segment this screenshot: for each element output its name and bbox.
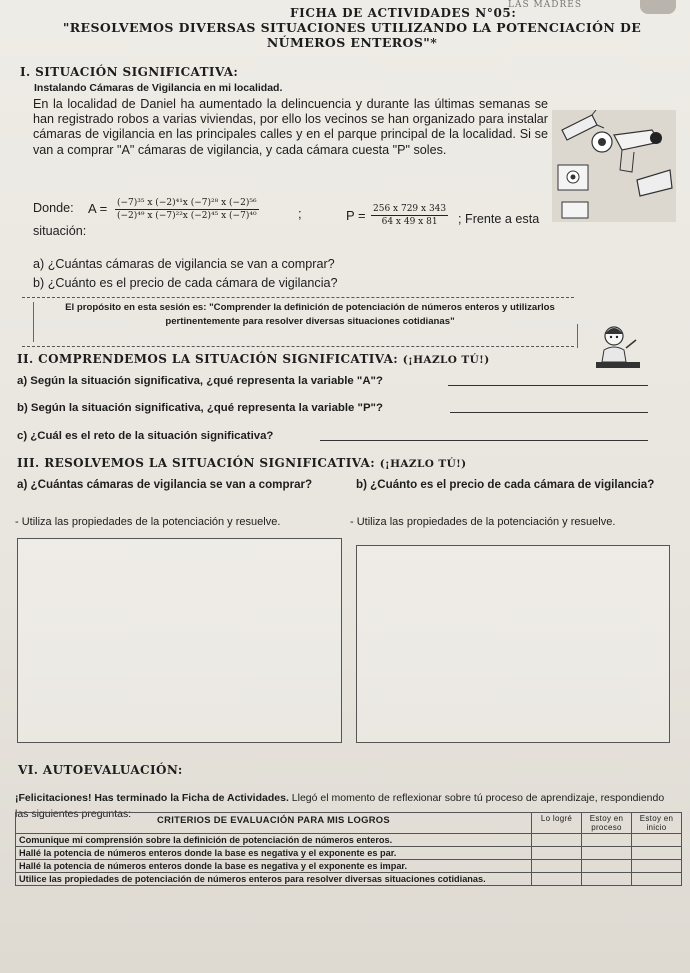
table-row	[16, 860, 682, 873]
resolve-question-a: a) ¿Cuántas cámaras de vigilancia se van a comprar?	[17, 478, 313, 491]
table-header-row	[16, 813, 682, 834]
proceso-header: Estoy en proceso	[582, 813, 632, 834]
self-evaluation-table	[15, 812, 682, 886]
comprehension-question-c: c) ¿Cuál es el reto de la situación significativa?	[17, 430, 274, 442]
check-cell-logre[interactable]	[532, 873, 582, 886]
question-a: a) ¿Cuántas cámaras de vigilancia se van a comprar?	[33, 257, 335, 271]
formula-a-separator: ;	[298, 206, 302, 221]
purpose-box	[22, 297, 574, 347]
criteria-cell: Hallé la potencia de números enteros donde la base es negativa y el exponente es par.	[16, 847, 532, 860]
donde-label: Donde:	[33, 201, 74, 215]
case-title: Instalando Cámaras de Vigilancia en mi localidad.	[34, 82, 283, 94]
situacion-label: situación:	[33, 224, 87, 238]
section6-heading: VI. AUTOEVALUACIÓN:	[18, 763, 183, 777]
main-title-line1: "RESOLVEMOS DIVERSAS SITUACIONES UTILIZANDO LA POTENCIACIÓN DE	[62, 20, 642, 35]
check-cell-inicio[interactable]	[632, 873, 682, 886]
formula-p-fraction	[371, 204, 448, 227]
resolve-question-b: b) ¿Cuánto es el precio de cada cámara de vigilancia?	[356, 478, 655, 491]
section3-heading	[17, 456, 467, 470]
section3-hint: (¡HAZLO TÚ!)	[379, 458, 467, 470]
purpose-box-right-bar	[577, 324, 578, 348]
formula-p-numerator: 256 x 729 x 343	[373, 204, 447, 214]
situation-text: En la localidad de Daniel ha aumentado la delincuencia y durante las últimas semanas se han registrado robos a varias viviendas, por ello los vecinos se han organizado para instalar cámaras de vigilancia en las principales calles y en el parque principal de la localidad. Si se van a comprar "A" cámaras de vigilancia, y cada cámara cuesta "P" soles.	[33, 97, 548, 157]
table-row	[16, 834, 682, 847]
check-cell-inicio[interactable]	[632, 834, 682, 847]
table-row	[16, 847, 682, 860]
formula-p-lhs: P =	[346, 208, 366, 223]
comprehension-question-a: a) Según la situación significativa, ¿qué representa la variable "A"?	[17, 375, 383, 387]
question-b: b) ¿Cuánto es el precio de cada cámara de vigilancia?	[33, 276, 338, 290]
formula-a-numerator: (−7)³⁵ x (−2)⁴¹x (−7)²⁸ x (−2)⁵⁶	[117, 198, 257, 208]
criteria-cell: Utilice las propiedades de potenciación de números enteros para resolver diversas situaciones cotidianas.	[16, 873, 532, 886]
inicio-header: Estoy en inicio	[632, 813, 682, 834]
resolve-hint-a: - Utiliza las propiedades de la potenciación y resuelve.	[15, 516, 281, 528]
logre-header: Lo logré	[532, 813, 582, 834]
felicitaciones-strong: ¡Felicitaciones! Has terminado la Ficha de Actividades.	[15, 792, 289, 804]
check-cell-inicio[interactable]	[632, 860, 682, 873]
student-illustration	[594, 322, 644, 372]
answer-line-b[interactable]	[450, 412, 648, 413]
check-cell-logre[interactable]	[532, 834, 582, 847]
answer-line-c[interactable]	[320, 440, 648, 441]
check-cell-logre[interactable]	[532, 860, 582, 873]
section2-heading	[17, 352, 490, 366]
purpose-line2: pertinentemente para resolver diversas situaciones cotidianas"	[165, 316, 455, 327]
criteria-header: CRITERIOS DE EVALUACIÓN PARA MIS LOGROS	[16, 813, 532, 834]
answer-box-b[interactable]	[356, 545, 670, 743]
formula-block	[33, 198, 633, 238]
corner-label: LAS MADRES	[508, 0, 582, 10]
corner-decoration	[640, 0, 676, 14]
purpose-text	[50, 301, 570, 329]
formula-a-lhs: A =	[88, 201, 108, 216]
section2-hint: (¡HAZLO TÚ!)	[402, 354, 490, 366]
check-cell-proceso[interactable]	[582, 860, 632, 873]
formula-a-fraction	[115, 198, 259, 221]
criteria-cell: Comunique mi comprensión sobre la definición de potenciación de números enteros.	[16, 834, 532, 847]
sheet-title: FICHA DE ACTIVIDADES N°05:	[290, 6, 517, 20]
comprehension-question-b: b) Según la situación significativa, ¿qué representa la variable "P"?	[17, 402, 383, 414]
check-cell-inicio[interactable]	[632, 847, 682, 860]
purpose-line1: El propósito en esta sesión es: "Comprender la definición de potenciación de números enteros y utilizarlos	[65, 302, 555, 313]
formula-a-denominator: (−2)⁴⁹ x (−7)²²x (−2)⁴⁵ x (−7)⁴⁰	[117, 211, 257, 221]
check-cell-logre[interactable]	[532, 847, 582, 860]
section1-heading: I. SITUACIÓN SIGNIFICATIVA:	[20, 65, 239, 79]
felicitaciones-rest: Llegó el momento de reflexionar sobre tú proceso de aprendizaje, respondiendo las siguientes preguntas:	[15, 792, 665, 820]
criteria-cell: Hallé la potencia de números enteros donde la base es negativa y el exponente es impar.	[16, 860, 532, 873]
main-title-line2: NÚMEROS ENTEROS"*	[266, 35, 438, 50]
section3-title: III. RESOLVEMOS LA SITUACIÓN SIGNIFICATIVA:	[17, 456, 376, 470]
frente-text: ; Frente a esta	[458, 212, 540, 226]
check-cell-proceso[interactable]	[582, 847, 632, 860]
formula-p-denominator: 64 x 49 x 81	[381, 217, 438, 227]
answer-box-a[interactable]	[17, 538, 342, 743]
main-title	[52, 20, 652, 50]
answer-line-a[interactable]	[448, 385, 648, 386]
check-cell-proceso[interactable]	[582, 873, 632, 886]
resolve-hint-b: - Utiliza las propiedades de la potenciación y resuelve.	[350, 516, 616, 528]
table-row	[16, 873, 682, 886]
check-cell-proceso[interactable]	[582, 834, 632, 847]
purpose-box-left-bar	[33, 302, 34, 342]
section2-title: II. COMPRENDEMOS LA SITUACIÓN SIGNIFICATIVA:	[17, 352, 399, 366]
